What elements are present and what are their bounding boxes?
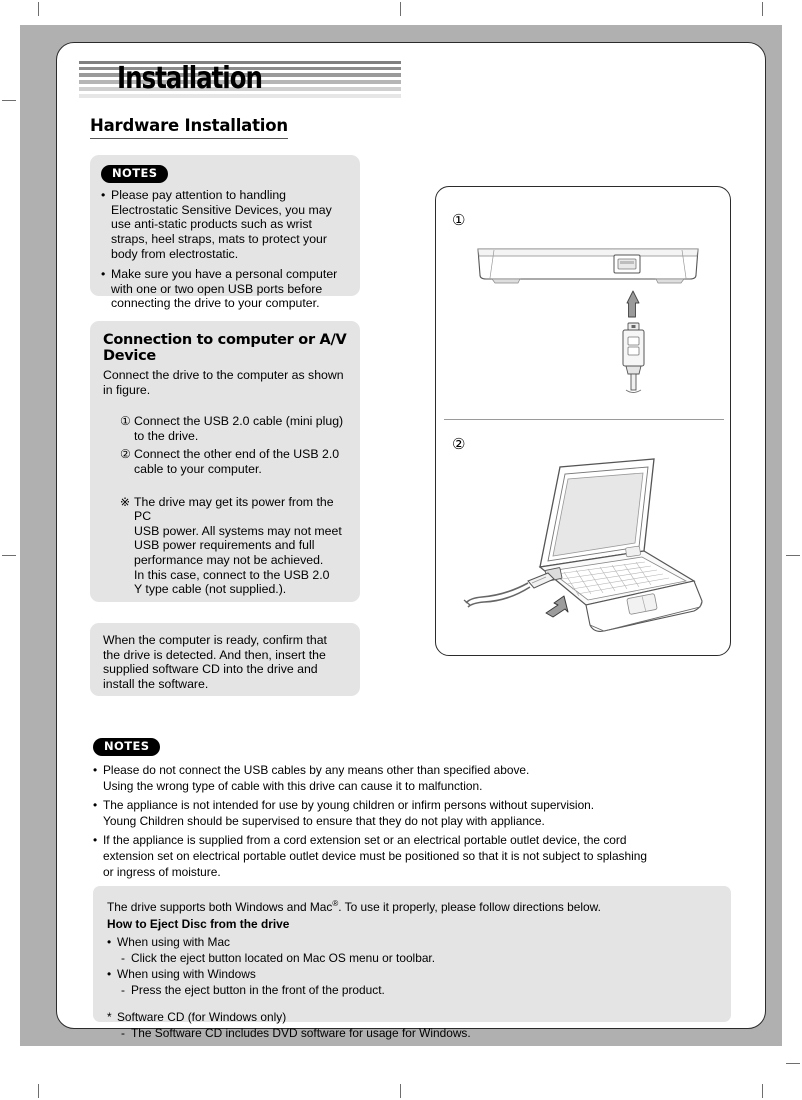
note-text [103, 762, 733, 794]
note-bullet [101, 188, 349, 261]
crop-mark-right-middle [786, 555, 800, 556]
registered-trademark-icon: ® [332, 899, 339, 908]
figure-two-laptop-illustration [458, 455, 720, 655]
footer-row-text: When using with Mac [117, 934, 231, 949]
note-line: Young Children should be supervised to ensure that they do not play with appliance. [103, 814, 545, 829]
note-text: Make sure you have a personal computer with one or two open USB ports before connecting the drive to your computer. [111, 267, 338, 311]
crop-mark-top-left [38, 2, 39, 16]
reference-line: In this case, connect to the USB 2.0 [134, 567, 330, 582]
notes-badge: NOTES [93, 738, 160, 756]
step-text: Connect the other end of the USB 2.0 cable to your computer. [134, 447, 340, 476]
crop-mark-bottom-center [400, 1084, 401, 1098]
bullet-icon: • [93, 798, 98, 813]
crop-mark-top-right [762, 2, 763, 16]
connection-reference-note [120, 495, 347, 597]
manual-page [56, 42, 766, 1041]
crop-mark-top-center [400, 2, 401, 16]
section-heading: Hardware Installation [90, 116, 288, 139]
bullet-icon: • [107, 967, 112, 982]
footer-row [121, 950, 717, 966]
footer-intro-pre: The drive supports both Windows and Mac [107, 899, 333, 914]
crop-mark-right-bottom [786, 1063, 800, 1064]
reference-line: USB power requirements and full [134, 538, 315, 553]
footer-intro [107, 896, 717, 915]
notes-badge: NOTES [101, 165, 168, 183]
notes-top-box [90, 155, 360, 311]
step-number-icon: ① [120, 414, 131, 429]
step-number-icon: ② [120, 447, 131, 462]
note-text: Please pay attention to handling Electrostatic Sensitive Devices, you may use anti-static products such as wrist straps, heel straps, mats to protect your body from electrostatic. [111, 188, 332, 261]
crop-mark-bottom-right [762, 1084, 763, 1098]
note-text [103, 832, 733, 880]
bullet-icon: • [101, 267, 106, 282]
footer-row-text: The Software CD includes DVD software for usage for Windows. [131, 1026, 471, 1041]
reference-line: USB power. All systems may not meet [134, 523, 342, 538]
note-line: or ingress of moisture. [103, 865, 221, 880]
reference-mark-icon: ※ [120, 494, 131, 509]
figure-two-number: ② [452, 436, 466, 453]
ready-box-text: When the computer is ready, confirm that the drive is detected. And then, insert the supplied software CD into the drive and install the software. [103, 633, 327, 691]
bullet-icon: • [93, 763, 98, 778]
footer-row-text: Press the eject button in the front of the product. [131, 983, 385, 998]
footer-row-text: Software CD (for Windows only) [117, 1009, 287, 1024]
figure-one-drive-usb-illustration [468, 235, 708, 395]
footer-subheading: How to Eject Disc from the drive [107, 917, 290, 932]
page-gray-frame [20, 25, 782, 1046]
note-bullet [93, 762, 733, 794]
figure-divider [444, 419, 724, 420]
note-line: Using the wrong type of cable with this drive can cause it to malfunction. [103, 779, 483, 794]
step-text: Connect the USB 2.0 cable (mini plug) to the drive. [134, 414, 344, 443]
footer-row [107, 966, 717, 982]
crop-mark-bottom-left [38, 1084, 39, 1098]
note-text [103, 797, 733, 829]
footer-row-text: Click the eject button located on Mac OS menu or toolbar. [131, 950, 436, 965]
dash-icon: - [121, 1026, 125, 1041]
dash-icon: - [121, 983, 125, 998]
footer-row [121, 982, 717, 998]
reference-line: performance may not be achieved. [134, 552, 324, 567]
reference-note-text [134, 495, 347, 597]
bullet-icon: • [101, 188, 106, 203]
note-line: The appliance is not intended for use by young children or infirm persons without supervision. [103, 798, 595, 813]
page-title: Installation [117, 61, 262, 96]
illustration-panel [435, 186, 731, 656]
reference-line: Y type cable (not supplied.). [134, 582, 287, 597]
note-line: If the appliance is supplied from a cord extension set or an electrical portable outlet device, the cord [103, 833, 627, 848]
dash-icon: - [121, 950, 125, 965]
crop-mark-left-middle [2, 555, 16, 556]
footer-info-box [93, 886, 731, 1041]
footer-row [107, 934, 717, 950]
connection-intro: Connect the drive to the computer as shown in figure. [103, 368, 344, 397]
connection-step [120, 447, 347, 476]
note-bullet [93, 832, 733, 880]
crop-mark-left-top [2, 100, 16, 101]
reference-line: The drive may get its power from the PC [134, 494, 334, 524]
note-line: extension set on electrical portable outlet device must be positioned so that it is not subject to splashing [103, 849, 647, 864]
note-bullet [101, 267, 349, 311]
footer-row-text: When using with Windows [117, 967, 256, 982]
ready-box [90, 623, 360, 696]
connection-step [120, 414, 347, 443]
chapter-title-band [79, 61, 401, 101]
note-bullet [93, 797, 733, 829]
bullet-icon: • [107, 934, 112, 949]
asterisk-icon: * [107, 1009, 112, 1024]
bullet-icon: • [93, 833, 98, 848]
footer-asterisk-row [107, 1009, 717, 1025]
connection-heading: Connection to computer or A/V Device [103, 332, 347, 364]
connection-box [90, 321, 360, 602]
footer-asterisk-row [121, 1025, 717, 1041]
figure-one-number: ① [452, 212, 466, 229]
notes-bottom-section [93, 737, 733, 880]
footer-intro-post: . To use it properly, please follow directions below. [338, 899, 601, 914]
note-line: Please do not connect the USB cables by any means other than specified above. [103, 763, 530, 778]
